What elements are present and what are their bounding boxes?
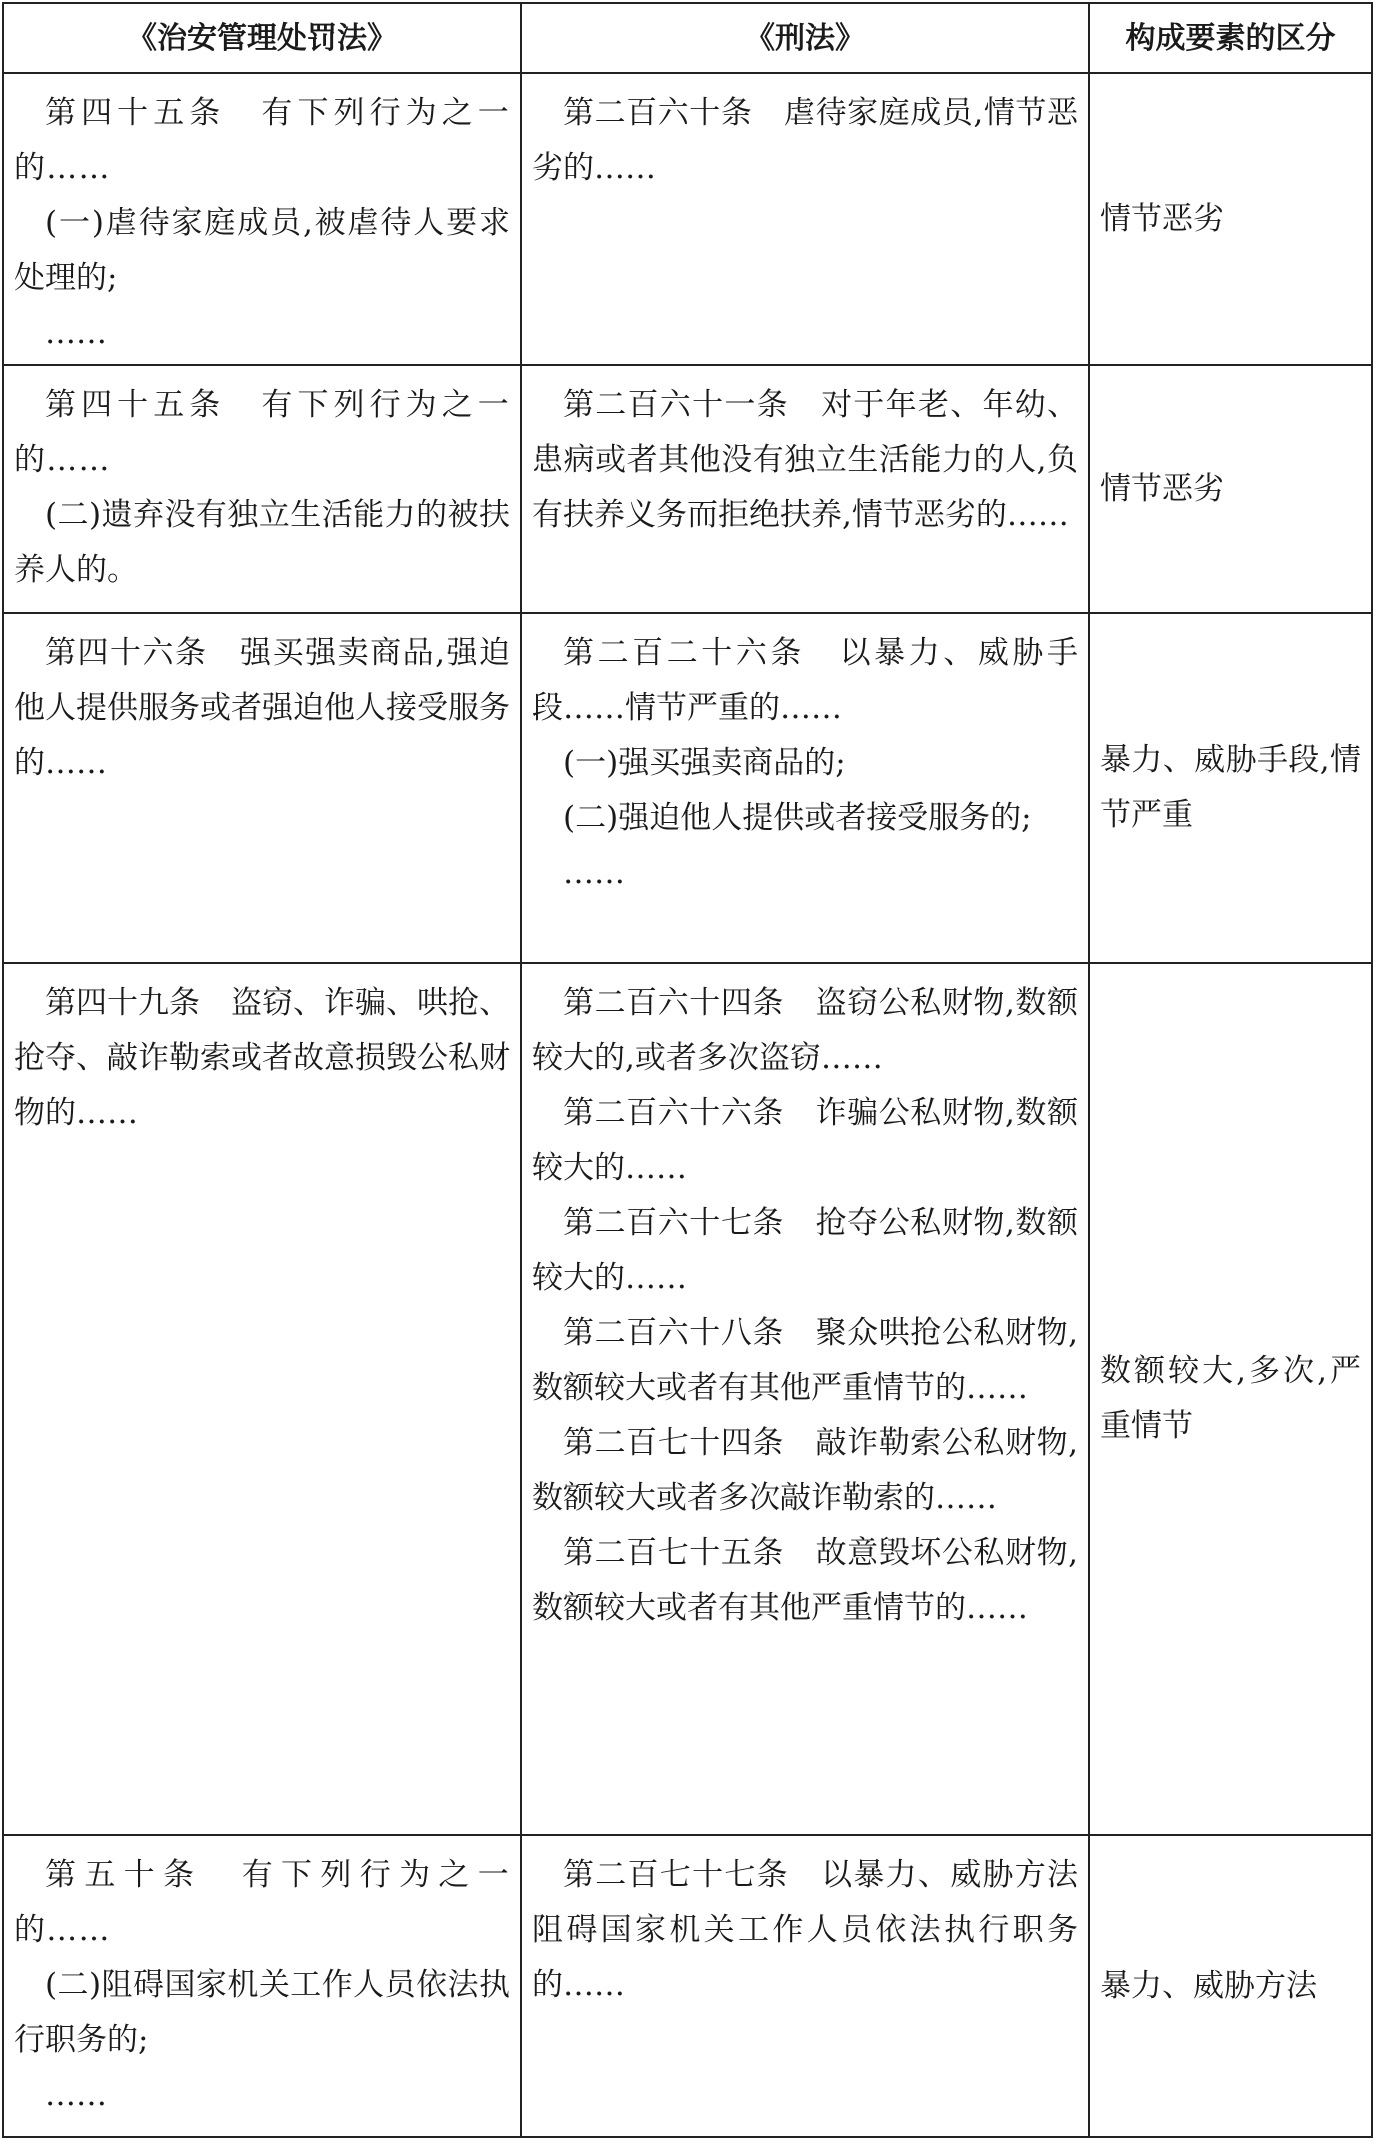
criminal-law-cell — [521, 365, 1089, 613]
factor-cell — [1089, 73, 1372, 365]
table-row — [3, 365, 1372, 613]
paragraph: 第二百七十四条 敲诈勒索公私财物,数额较大或者多次敲诈勒索的…… — [532, 1425, 1078, 1516]
paragraph: 第四十九条 盗窃、诈骗、哄抢、抢夺、敲诈勒索或者故意损毁公私财物的…… — [14, 985, 510, 1131]
law-comparison-table — [2, 2, 1373, 2138]
header-distinguishing-factor: 构成要素的区分 — [1089, 3, 1372, 73]
public-security-law-cell — [3, 1835, 521, 2137]
header-criminal-law: 《刑法》 — [521, 3, 1089, 73]
factor-text: 数额较大,多次,严重情节 — [1100, 1353, 1361, 1444]
criminal-law-cell — [521, 73, 1089, 365]
factor-text: 情节恶劣 — [1100, 200, 1224, 237]
paragraph: …… — [45, 2077, 107, 2113]
paragraph: 第四十六条 强买强卖商品,强迫他人提供服务或者强迫他人接受服务的…… — [14, 635, 510, 781]
factor-cell — [1089, 1835, 1372, 2137]
public-security-law-cell — [3, 613, 521, 963]
table-row — [3, 613, 1372, 963]
paragraph: 第二百六十条 虐待家庭成员,情节恶劣的…… — [532, 95, 1078, 186]
paragraph: 第二百六十四条 盗窃公私财物,数额较大的,或者多次盗窃…… — [532, 985, 1078, 1076]
factor-text: 情节恶劣 — [1100, 470, 1224, 507]
paragraph: 第四十五条 有下列行为之一的…… — [14, 95, 510, 186]
paragraph: 第四十五条 有下列行为之一的…… — [14, 387, 510, 478]
paragraph: 第五十条 有下列行为之一的…… — [14, 1857, 510, 1948]
factor-cell — [1089, 963, 1372, 1835]
paragraph: 第二百六十八条 聚众哄抢公私财物,数额较大或者有其他严重情节的…… — [532, 1315, 1078, 1406]
public-security-law-cell — [3, 73, 521, 365]
criminal-law-cell — [521, 1835, 1089, 2137]
paragraph: …… — [45, 315, 107, 351]
paragraph: …… — [563, 855, 625, 891]
criminal-law-cell — [521, 613, 1089, 963]
header-public-security-law: 《治安管理处罚法》 — [3, 3, 521, 73]
paragraph: 第二百六十六条 诈骗公私财物,数额较大的…… — [532, 1095, 1078, 1186]
paragraph: 第二百七十五条 故意毁坏公私财物,数额较大或者有其他严重情节的…… — [532, 1535, 1078, 1626]
factor-text: 暴力、威胁方法 — [1100, 1967, 1317, 2004]
paragraph: (二)遗弃没有独立生活能力的被扶养人的。 — [14, 497, 510, 588]
factor-cell — [1089, 365, 1372, 613]
paragraph: (一)虐待家庭成员,被虐待人要求处理的; — [14, 205, 510, 296]
table-row — [3, 1835, 1372, 2137]
header-row — [3, 3, 1372, 73]
factor-cell — [1089, 613, 1372, 963]
paragraph: (二)强迫他人提供或者接受服务的; — [563, 800, 1032, 836]
factor-text: 暴力、威胁手段,情节严重 — [1100, 742, 1361, 833]
table-row — [3, 73, 1372, 365]
paragraph: 第二百六十七条 抢夺公私财物,数额较大的…… — [532, 1205, 1078, 1296]
table-row — [3, 963, 1372, 1835]
paragraph: 第二百六十一条 对于年老、年幼、患病或者其他没有独立生活能力的人,负有扶养义务而拒绝扶养,情节恶劣的…… — [532, 387, 1078, 533]
public-security-law-cell — [3, 963, 521, 1835]
paragraph: (二)阻碍国家机关工作人员依法执行职务的; — [14, 1967, 510, 2058]
criminal-law-cell — [521, 963, 1089, 1835]
paragraph: 第二百二十六条 以暴力、威胁手段……情节严重的…… — [532, 635, 1078, 726]
paragraph: (一)强买强卖商品的; — [563, 745, 846, 781]
paragraph: 第二百七十七条 以暴力、威胁方法阻碍国家机关工作人员依法执行职务的…… — [532, 1857, 1078, 2003]
public-security-law-cell — [3, 365, 521, 613]
